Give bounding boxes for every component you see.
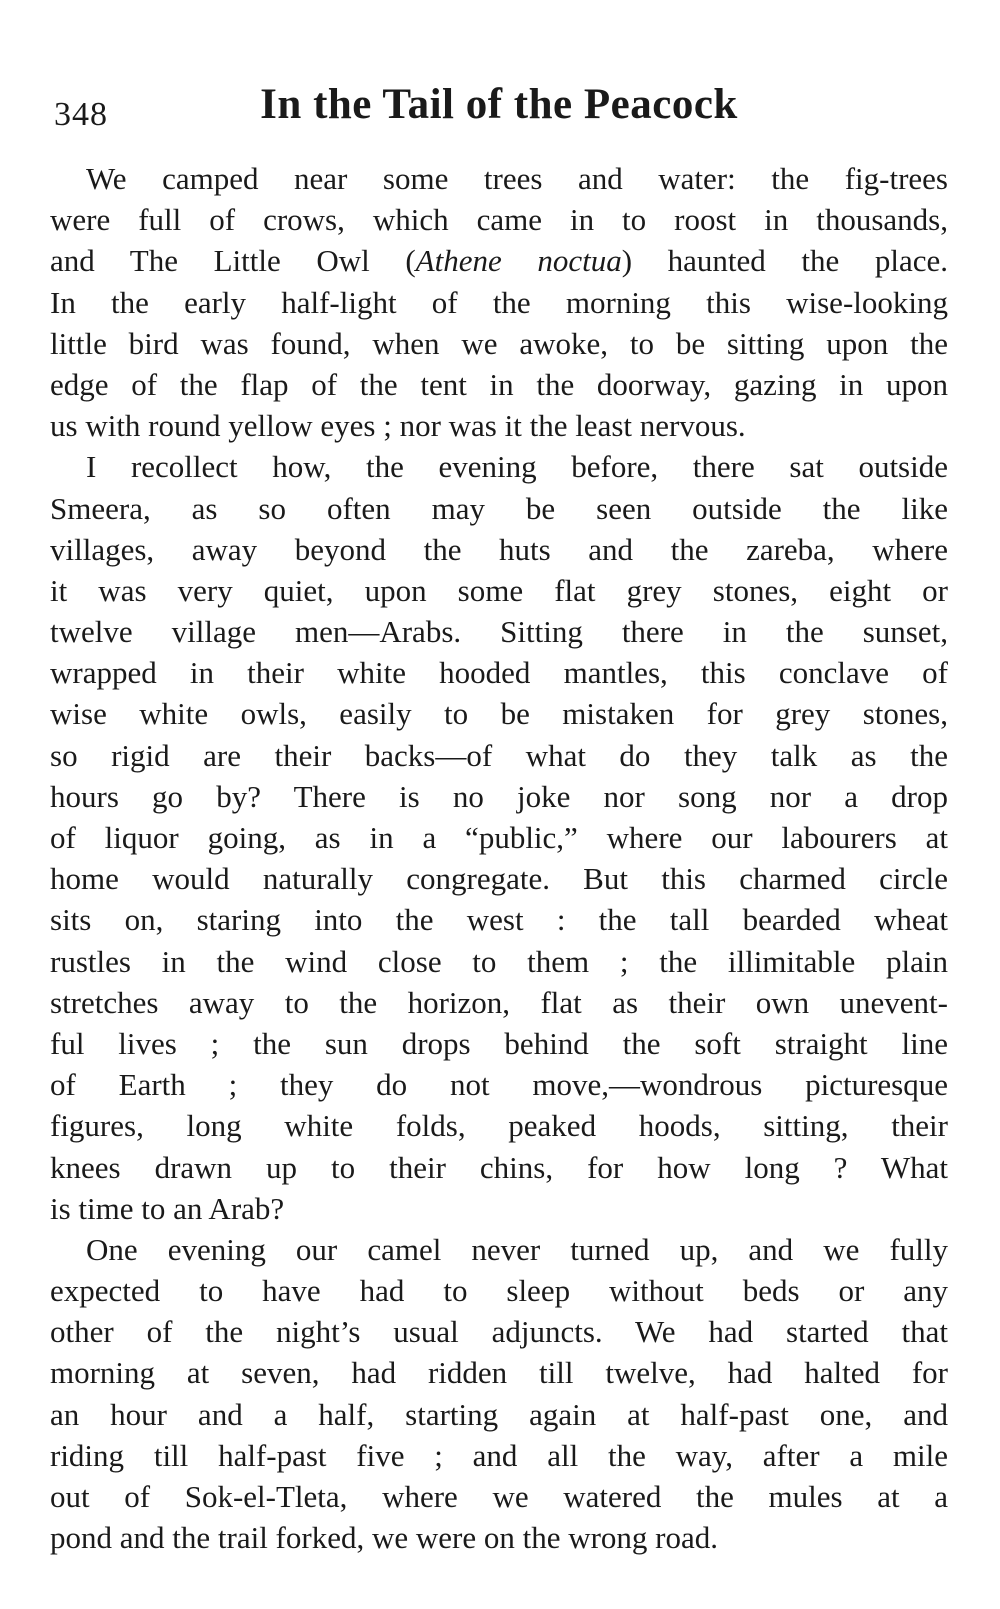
- text-line: edge of the flap of the tent in the doorway, gazing in upon: [50, 366, 948, 402]
- text-line: wise white owls, easily to be mistaken for grey stones,: [50, 696, 948, 732]
- text-line: figures, long white folds, peaked hoods, sitting, their: [50, 1108, 948, 1144]
- text-line: out of Sok-el-Tleta, where we watered the mules at a: [50, 1479, 948, 1514]
- text-line: twelve village men—Arabs. Sitting there in the sunset,: [50, 614, 948, 650]
- text-line: rustles in the wind close to them ; the illimitable plain: [50, 943, 948, 979]
- text-line: One evening our camel never turned up, and we fully: [86, 1231, 948, 1267]
- paragraph-3: [50, 1229, 948, 1559]
- text-line: ful lives ; the sun drops behind the soft straight line: [50, 1025, 948, 1061]
- running-title: In the Tail of the Peacock: [260, 81, 738, 128]
- text-line: of Earth ; they do not move,—wondrous picturesque: [50, 1067, 948, 1103]
- text-line: of liquor going, as in a “public,” where our labourers at: [50, 820, 948, 855]
- italic-species-name: Athene noctua: [415, 243, 622, 279]
- body-text: [50, 158, 948, 1558]
- text-line: other of the night’s usual adjuncts. We had started that: [50, 1314, 948, 1350]
- text-line: villages, away beyond the huts and the zareba, where: [50, 531, 948, 567]
- text-line: stretches away to the horizon, flat as their own unevent-: [50, 984, 948, 1020]
- paragraph-1: [50, 158, 948, 446]
- text-line-with-italic: [50, 240, 948, 281]
- text-line: sits on, staring into the west : the tall bearded wheat: [50, 902, 948, 938]
- text-line: knees drawn up to their chins, for how long ? What: [50, 1149, 948, 1185]
- text-line: us with round yellow eyes ; nor was it the least nervous.: [50, 408, 746, 444]
- text-line: hours go by? There is no joke nor song nor a drop: [50, 778, 948, 814]
- text-line: We camped near some trees and water: the fig-trees: [86, 161, 948, 196]
- text-line: little bird was found, when we awoke, to be sitting upon the: [50, 325, 948, 361]
- text-segment: ) haunted the place.: [621, 243, 948, 279]
- text-line: were full of crows, which came in to roost in thousands,: [50, 202, 948, 238]
- text-line: it was very quiet, upon some flat grey stones, eight or: [50, 572, 948, 608]
- text-line: an hour and a half, starting again at half-past one, and: [50, 1396, 948, 1432]
- text-line: is time to an Arab?: [50, 1190, 285, 1226]
- text-segment: and The Little Owl (: [50, 243, 416, 279]
- text-line: home would naturally congregate. But this charmed circle: [50, 861, 948, 897]
- paragraph-2: [50, 446, 948, 1229]
- text-line: morning at seven, had ridden till twelve, had halted for: [50, 1355, 948, 1391]
- text-line: wrapped in their white hooded mantles, this conclave of: [50, 655, 948, 691]
- running-head: [50, 80, 948, 140]
- text-line: expected to have had to sleep without beds or any: [50, 1273, 948, 1309]
- text-line: pond and the trail forked, we were on the wrong road.: [50, 1520, 718, 1556]
- text-line: Smeera, as so often may be seen outside the like: [50, 490, 948, 526]
- text-line: In the early half-light of the morning this wise-looking: [50, 284, 948, 320]
- text-line: so rigid are their backs—of what do they talk as the: [50, 737, 948, 773]
- text-line: I recollect how, the evening before, there sat outside: [86, 449, 948, 485]
- text-line: riding till half-past five ; and all the way, after a mile: [50, 1437, 948, 1473]
- page-number: 348: [54, 96, 108, 133]
